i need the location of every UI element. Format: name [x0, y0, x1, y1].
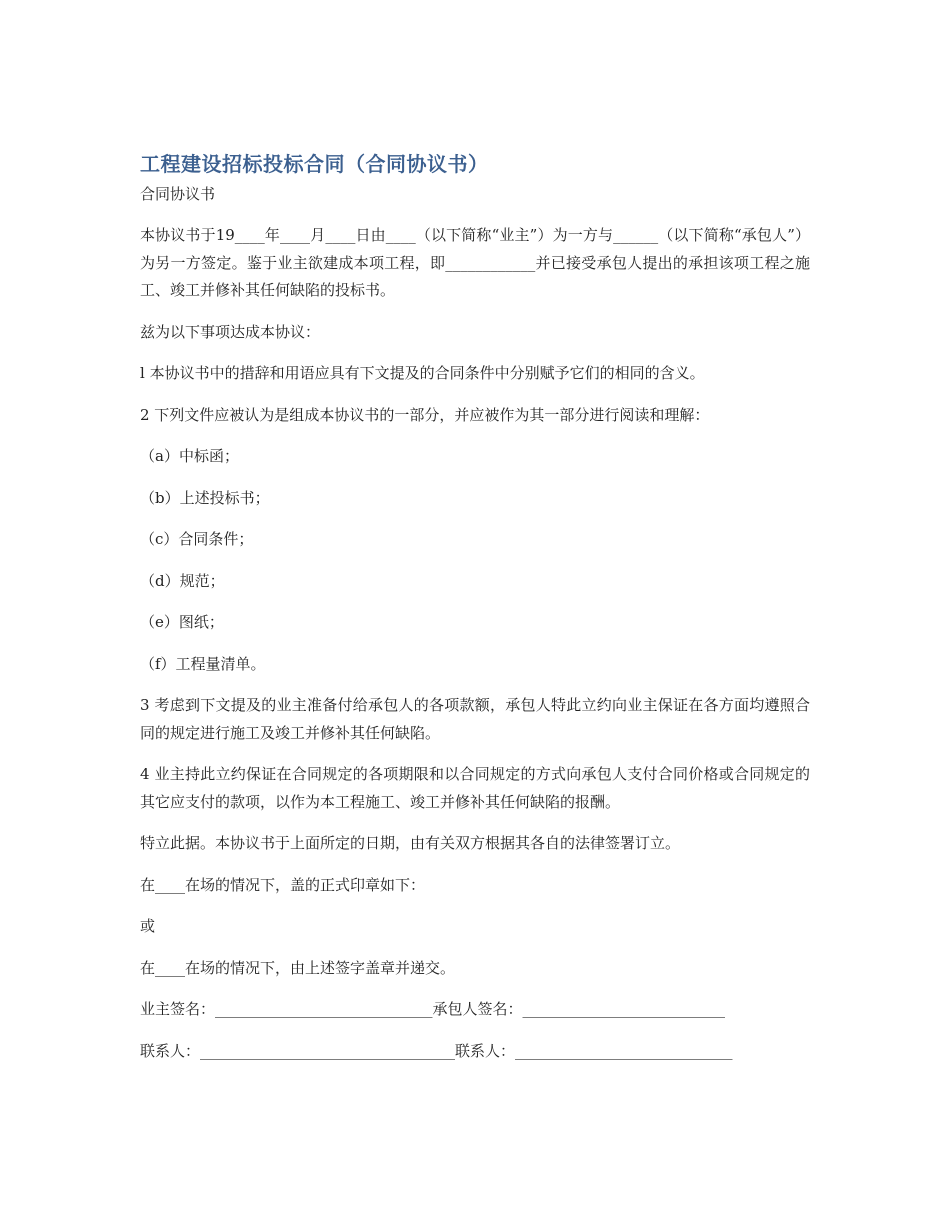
- witness-seal-line: 在____在场的情况下，盖的正式印章如下：: [140, 875, 426, 894]
- paragraph-agreement-intro: 兹为以下事项达成本协议：: [140, 322, 321, 341]
- signature-row-contacts: 联系人：__________________________________联系人：_____________________________: [140, 1041, 733, 1060]
- or-line: 或: [140, 917, 156, 935]
- list-item-d: （d）规范；: [140, 571, 225, 590]
- document-page: [140, 148, 810, 1079]
- list-item-e: （e）图纸；: [140, 613, 224, 631]
- list-item-a: （a）中标函；: [140, 447, 239, 465]
- clause-4: 4 业主持此立约保证在合同规定的各项期限和以合同规定的方式向承包人支付合同价格或合同规定的其它应支付的款项，以作为本工程施工、竣工并修补其任何缺陷的报酬。: [140, 765, 810, 811]
- closing-statement: 特立此据。本协议书于上面所定的日期，由有关双方根据其各自的法律签署订立。: [140, 834, 681, 852]
- document-title: 工程建设招标投标合同（合同协议书）: [140, 152, 489, 176]
- list-item-b: （b）上述投标书；: [140, 488, 270, 507]
- witness-sign-line: 在____在场的情况下，由上述签字盖章并递交。: [140, 958, 456, 977]
- list-item-c: （c）合同条件；: [140, 530, 254, 548]
- clause-2: 2 下列文件应被认为是组成本协议书的一部分，并应被作为其一部分进行阅读和理解：: [140, 405, 710, 424]
- clause-3: 3 考虑到下文提及的业主准备付给承包人的各项款额，承包人特此立约向业主保证在各方面均遵照合同的规定进行施工及竣工并修补其任何缺陷。: [140, 696, 810, 742]
- document-subtitle: 合同协议书: [140, 185, 216, 203]
- signature-row-signatures: 业主签名：_____________________________承包人签名：___________________________: [140, 1000, 726, 1018]
- clause-1: l 本协议书中的措辞和用语应具有下文提及的合同条件中分别赋予它们的相同的含义。: [140, 364, 705, 382]
- paragraph-preamble: 本协议书于19____年____月____日由____（以下简称“业主”）为一方与______（以下简称“承包人”）为另一方签定。鉴于业主欲建成本项工程，即____________并已接受承包人提出的承担该项工程之施工、竣工并修补其任何缺陷的投标书。: [140, 226, 810, 299]
- list-item-f: （f）工程量清单。: [140, 654, 266, 673]
